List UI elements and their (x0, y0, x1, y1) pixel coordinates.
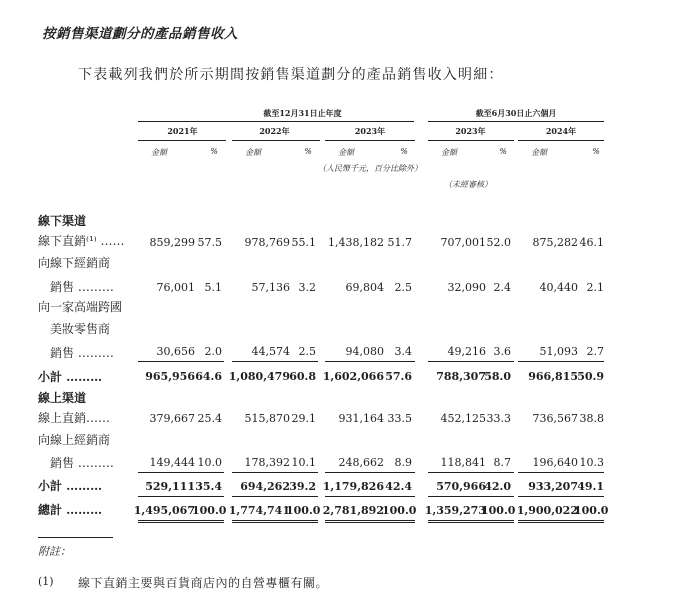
percent-cell: 60.8 (289, 370, 316, 383)
amount-cell: 966,815 (528, 370, 578, 383)
amount-cell: 1,438,182 (328, 236, 384, 249)
percent-cell: 100.0 (382, 504, 417, 517)
percent-cell: 57.5 (197, 236, 222, 249)
row-label: 向線上經銷商 (38, 433, 111, 447)
row-label: 小計 ……… (38, 370, 103, 384)
amount-cell: 76,001 (156, 281, 195, 294)
row-rule (518, 520, 604, 521)
row-rule (518, 522, 604, 523)
percent-cell: 29.1 (291, 412, 316, 425)
percent-cell: 42.4 (385, 480, 412, 493)
unaudited-note: （未經審核） (444, 180, 492, 189)
amount-cell: 788,307 (436, 370, 486, 383)
percent-cell: 3.6 (493, 345, 511, 358)
row-rule (325, 361, 415, 362)
percent-cell: 100.0 (192, 504, 227, 517)
percent-cell: 58.0 (484, 370, 511, 383)
row-rule (428, 496, 514, 497)
amount-cell: 69,804 (345, 281, 384, 294)
row-rule (518, 361, 604, 362)
amount-subheader: 金額 (531, 148, 547, 157)
amount-cell: 1,602,066 (322, 370, 384, 383)
row-rule (325, 496, 415, 497)
amount-cell: 248,662 (338, 456, 384, 469)
percent-cell: 8.9 (394, 456, 412, 469)
row-rule (428, 472, 514, 473)
amount-cell: 707,001 (440, 236, 486, 249)
percent-cell: 2.5 (394, 281, 412, 294)
header-year-2024-h1: 2024年 (545, 126, 577, 136)
row-rule (138, 472, 224, 473)
amount-cell: 49,216 (447, 345, 486, 358)
row-rule (232, 361, 318, 362)
row-rule (232, 522, 318, 523)
amount-cell: 1,495,067 (133, 504, 195, 517)
row-label: 線下直銷⁽¹⁾ …… (38, 234, 125, 248)
percent-cell: 51.7 (387, 236, 412, 249)
percent-subheader: % (400, 147, 408, 156)
amount-cell: 933,207 (528, 480, 578, 493)
percent-cell: 2.1 (586, 281, 604, 294)
amount-cell: 1,774,741 (228, 504, 290, 517)
amount-cell: 196,640 (532, 456, 578, 469)
amount-cell: 529,111 (145, 480, 195, 493)
amount-subheader: 金額 (338, 148, 354, 157)
percent-cell: 10.1 (291, 456, 316, 469)
row-rule (325, 522, 415, 523)
row-rule (232, 472, 318, 473)
header-group-annual: 截至12月31日止年度 (263, 108, 342, 118)
section-heading: 按銷售渠道劃分的產品銷售收入 (42, 26, 238, 42)
row-rule (325, 520, 415, 521)
percent-cell: 52.0 (486, 236, 511, 249)
amount-cell: 149,444 (149, 456, 195, 469)
row-rule (428, 520, 514, 521)
percent-cell: 10.3 (579, 456, 604, 469)
percent-cell: 33.5 (387, 412, 412, 425)
amount-cell: 452,125 (440, 412, 486, 425)
percent-cell: 10.0 (197, 456, 222, 469)
footnote-text: 線下直銷主要與百貨商店內的自營專櫃有關。 (78, 576, 329, 590)
row-rule (138, 520, 224, 521)
percent-cell: 42.0 (484, 480, 511, 493)
amount-cell: 859,299 (149, 236, 195, 249)
amount-cell: 1,179,826 (322, 480, 384, 493)
row-rule (232, 496, 318, 497)
amount-cell: 736,567 (532, 412, 578, 425)
amount-subheader: 金額 (245, 148, 261, 157)
amount-cell: 694,262 (240, 480, 290, 493)
amount-cell: 379,667 (149, 412, 195, 425)
percent-cell: 39.2 (289, 480, 316, 493)
row-label: 向線下經銷商 (38, 256, 111, 270)
percent-cell: 100.0 (481, 504, 516, 517)
percent-cell: 50.9 (577, 370, 604, 383)
percent-subheader: % (499, 147, 507, 156)
footnote-number: (1) (38, 575, 54, 588)
percent-cell: 3.4 (394, 345, 412, 358)
header-year-2021: 2021年 (167, 126, 198, 136)
row-rule (428, 361, 514, 362)
percent-subheader: % (304, 147, 312, 156)
header-group-sixmonth: 截至6月30日止六個月 (475, 108, 557, 118)
percent-cell: 64.6 (195, 370, 222, 383)
header-year-2022: 2022年 (259, 126, 290, 136)
row-rule (518, 496, 604, 497)
percent-cell: 57.6 (385, 370, 412, 383)
amount-cell: 1,359,273 (424, 504, 486, 517)
amount-cell: 57,136 (251, 281, 290, 294)
row-label: 銷售 ……… (50, 456, 114, 470)
amount-cell: 30,656 (156, 345, 195, 358)
percent-cell: 100.0 (286, 504, 321, 517)
row-label: 銷售 ……… (50, 280, 114, 294)
percent-cell: 35.4 (195, 480, 222, 493)
row-rule (138, 361, 224, 362)
amount-cell: 118,841 (440, 456, 486, 469)
row-rule (138, 522, 224, 523)
percent-cell: 5.1 (204, 281, 222, 294)
amount-cell: 978,769 (244, 236, 290, 249)
section-online: 線上渠道 (38, 391, 87, 405)
row-rule (325, 472, 415, 473)
row-label: 線上直銷…… (38, 411, 111, 425)
percent-cell: 46.1 (579, 236, 604, 249)
row-label: 銷售 ……… (50, 346, 114, 360)
amount-subheader: 金額 (441, 148, 457, 157)
amount-cell: 570,966 (436, 480, 486, 493)
amount-cell: 94,080 (345, 345, 384, 358)
row-label: 美妝零售商 (50, 322, 111, 336)
amount-subheader: 金額 (151, 148, 167, 157)
row-rule (232, 520, 318, 521)
percent-cell: 55.1 (291, 236, 316, 249)
amount-cell: 44,574 (251, 345, 290, 358)
header-year-2023-h1: 2023年 (455, 126, 486, 136)
amount-cell: 515,870 (244, 412, 290, 425)
amount-cell: 2,781,892 (322, 504, 384, 517)
row-label: 總計 ……… (38, 503, 103, 517)
amount-cell: 965,956 (145, 370, 195, 383)
amount-cell: 178,392 (244, 456, 290, 469)
amount-cell: 931,164 (338, 412, 384, 425)
percent-cell: 2.7 (586, 345, 604, 358)
percent-cell: 49.1 (577, 480, 604, 493)
percent-cell: 38.8 (579, 412, 604, 425)
row-label: 小計 ……… (38, 479, 103, 493)
percent-cell: 100.0 (574, 504, 609, 517)
amount-cell: 875,282 (532, 236, 578, 249)
section-offline: 線下渠道 (38, 214, 87, 228)
row-rule (138, 496, 224, 497)
amount-cell: 40,440 (539, 281, 578, 294)
percent-subheader: % (210, 147, 218, 156)
percent-cell: 3.2 (298, 281, 316, 294)
percent-cell: 2.4 (493, 281, 511, 294)
percent-subheader: % (592, 147, 600, 156)
amount-cell: 1,080,479 (228, 370, 290, 383)
percent-cell: 33.3 (486, 412, 511, 425)
row-label: 向一家高端跨國 (38, 300, 123, 314)
percent-cell: 2.0 (204, 345, 222, 358)
notes-label: 附註： (38, 545, 71, 558)
amount-cell: 32,090 (447, 281, 486, 294)
header-year-2023: 2023年 (354, 126, 386, 136)
unit-note: （人民幣千元，百分比除外） (318, 164, 422, 173)
percent-cell: 25.4 (197, 412, 222, 425)
amount-cell: 1,900,022 (516, 504, 578, 517)
intro-paragraph: 下表載列我們於所示期間按銷售渠道劃分的產品銷售收入明細： (78, 67, 504, 83)
row-rule (428, 522, 514, 523)
percent-cell: 2.5 (298, 345, 316, 358)
row-rule (518, 472, 604, 473)
amount-cell: 51,093 (539, 345, 578, 358)
percent-cell: 8.7 (493, 456, 511, 469)
